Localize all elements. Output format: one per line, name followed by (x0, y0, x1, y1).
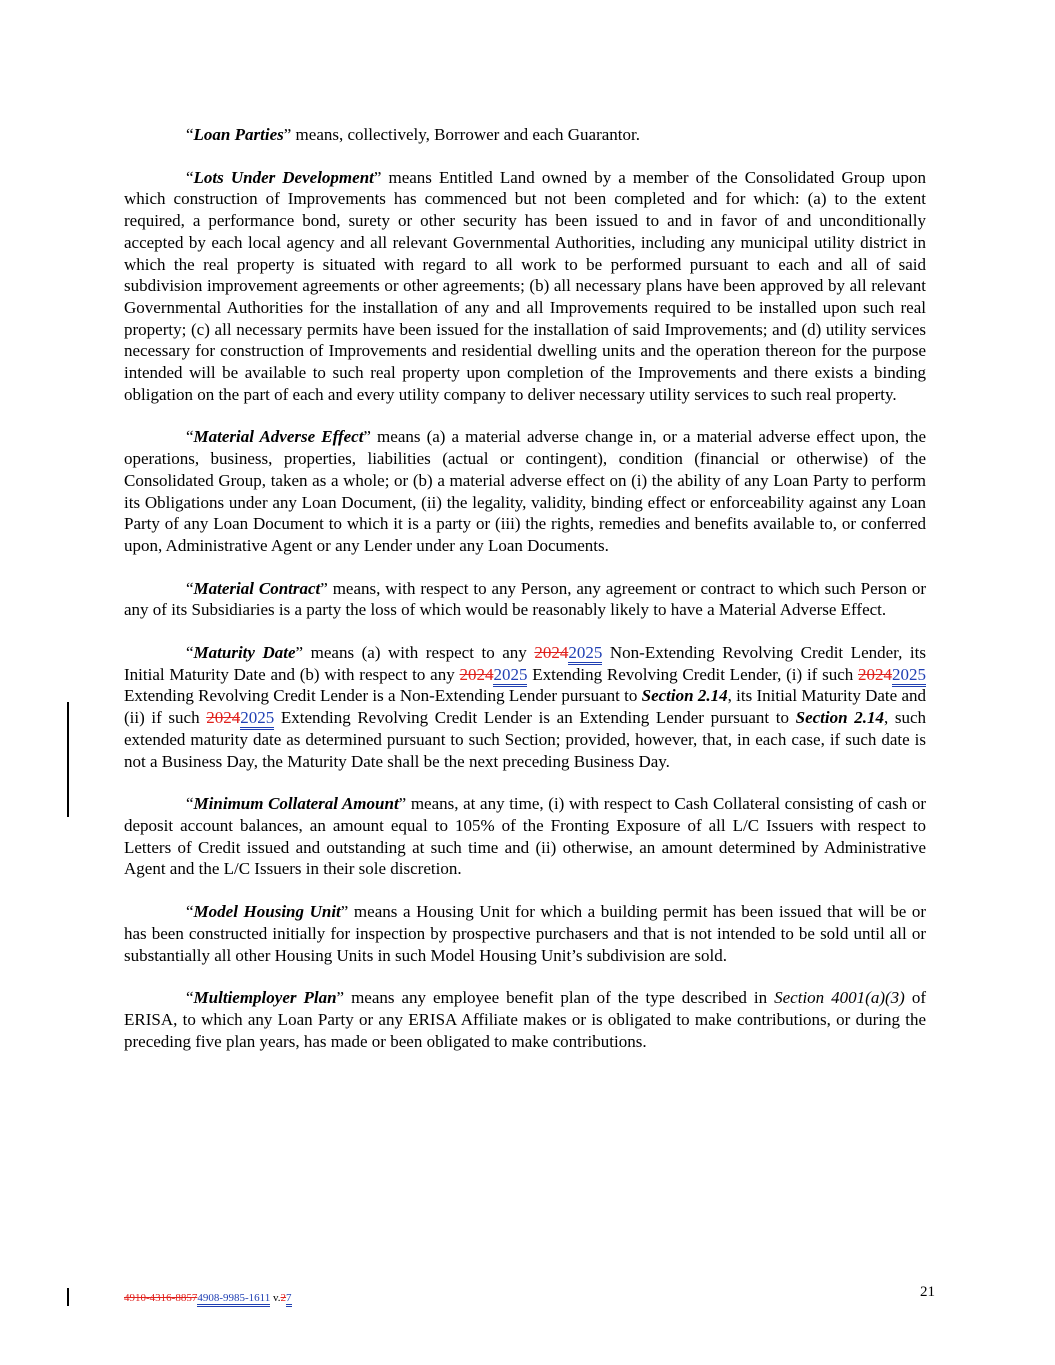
inserted-doc-id: 4908-9985-1611 (197, 1292, 270, 1307)
defined-term: Lots Under Development (193, 167, 374, 187)
deleted-year: 2024 (534, 643, 569, 663)
inserted-version: 7 (286, 1292, 292, 1307)
version-prefix: v. (270, 1292, 281, 1304)
definition-minimum-collateral-amount: “Minimum Collateral Amount” means, at any time, (i) with respect to Cash Collateral consisting of cash or deposit account balances, an amount equal to 105% of the Fronting Exposure of all L/C Issuers with respect to Letters of Credit issued and outstanding at such time and (ii) otherwise, an amount determined by Administrative Agent and the L/C Issuers in their sole discretion. (124, 794, 927, 879)
inserted-year: 2025 (568, 643, 602, 665)
defined-term: Multiemployer Plan (193, 988, 337, 1008)
section-reference: Section 2.14 (641, 686, 728, 706)
definition-loan-parties: “Loan Parties” means, collectively, Borrower and each Guarantor. (186, 125, 640, 144)
definition-lots-under-development: “Lots Under Development” means Entitled Land owned by a member of the Consolidated Group upon which construction of Improvements has commenced but not been completed and for which: (a) to the extent required, a performance bond, surety or other security has been issued to and in favor of and unconditionally accepted by each local agency and all relevant Governmental Authorities, including any municipal utility district in which the real property is situated with regard to all work to be performed pursuant to each and all of said subdivision improvement agreements or other agreements; (b) all necessary plans have been approved by all relevant Governmental Authorities for the installation of any and all Improvements required to be installed upon such real property; (c) all necessary permits have been issued for the installation of said Improvements; and (d) utility services necessary for construction of Improvements and residential dwelling units and the operation thereon for the purpose intended will be available to such real property upon completion of the Improvements and there exists a binding obligation on the part of each and every utility company to deliver necessary utility services to such real property. (124, 167, 926, 404)
page-number: 21 (920, 1284, 935, 1300)
defined-term: Loan Parties (193, 125, 284, 144)
document-id (124, 1292, 292, 1304)
definition-material-contract: “Material Contract” means, with respect to any Person, any agreement or contract to which such Person or any of its Subsidiaries is a party the loss of which would be reasonably likely to have a Material Adverse Effect. (124, 578, 926, 620)
defined-term: Material Adverse Effect (193, 427, 364, 447)
definition-text: Extending Revolving Credit Lender, (i) if such (527, 664, 858, 684)
deleted-year: 2024 (858, 664, 892, 684)
definition-text: ” means Entitled Land owned by a member of the Consolidated Group upon which construction of Improvements has commenced but not been completed and for which: (a) to the extent required, a performance bond, surety or other security has been issued to and in favor of and unconditionally accepted by each local agency and all relevant Governmental Authorities, including any municipal utility district in which the real property is situated with regard to all work to be performed pursuant to each and all of said subdivision improvement agreements or other agreements; (b) all necessary plans have been approved by all relevant Governmental Authorities for the installation of any and all Improvements required to be installed upon such real property; (c) all necessary permits have been issued for the installation of said Improvements; and (d) utility services necessary for construction of Improvements and residential dwelling units and the operation thereon for the purpose intended will be available to such real property upon completion of the Improvements and there exists a binding obligation on the part of each and every utility company to deliver necessary utility services to such real property. (124, 167, 926, 404)
inserted-year: 2025 (240, 708, 274, 730)
defined-term: Material Contract (193, 578, 321, 598)
inserted-year: 2025 (892, 665, 926, 687)
definition-text: , its Initial Maturity Date and (ii) if such (124, 686, 926, 728)
definition-text: Non-Extending Revolving Credit Lender, its Initial Maturity Date and (b) with respect to any (124, 643, 926, 684)
defined-term: Model Housing Unit (193, 902, 341, 922)
definition-text: ” means a Housing Unit for which a building permit has been issued that will be or has been constructed initially for inspection by prospective purchasers and that is not intended to be sold until all or substantially all other Housing Units in such Model Housing Unit’s subdivision are sold. (124, 902, 926, 965)
document-body (124, 124, 926, 1073)
section-reference: Section 4001(a)(3) (774, 988, 905, 1008)
definition-text: Extending Revolving Credit Lender is a Non-Extending Lender pursuant to (124, 686, 642, 706)
definition-text: ” means any employee benefit plan of the type described in (336, 988, 775, 1008)
defined-term: Minimum Collateral Amount (193, 794, 399, 814)
definition-text: , such extended maturity date as determined pursuant to such Section; provided, however, that, in each case, if such date is not a Business Day, the Maturity Date shall be the next preceding Business Day. (124, 708, 926, 771)
change-bar (67, 1288, 69, 1306)
definition-material-adverse-effect: “Material Adverse Effect” means (a) a material adverse change in, or a material adverse effect upon, the operations, business, properties, liabilities (actual or contingent), condition (financial or otherwise) of the Consolidated Group, taken as a whole; or (b) a material adverse effect on (i) the ability of any Loan Party to perform its Obligations under any Loan Document, (ii) the legality, validity, binding effect or enforceability against any Loan Party of any Loan Document to which it is a party or (iii) the rights, remedies and benefits available to, or conferred upon, Administrative Agent or any Lender under any Loan Documents. (124, 427, 926, 555)
section-reference: Section 2.14 (795, 708, 884, 728)
deleted-year: 2024 (206, 708, 241, 728)
definition-multiemployer-plan: “Multiemployer Plan” means any employee benefit plan of the type described in Section 4001(a)(3) of ERISA, to which any Loan Party or any ERISA Affiliate makes or is obligated to make contributions, or during the preceding five plan years, has made or been obligated to make contributions. (124, 988, 926, 1051)
inserted-year: 2025 (493, 665, 527, 687)
definition-text: ” means (a) with respect to any (295, 643, 535, 663)
definition-text: ” means, at any time, (i) with respect to Cash Collateral consisting of cash or deposit account balances, an amount equal to 105% of the Fronting Exposure of all L/C Issuers with respect to Letters of Credit issued and outstanding at such time and (ii) otherwise, an amount determined by Administrative Agent and the L/C Issuers in their sole discretion. (124, 794, 927, 879)
definition-text: ” means (a) a material adverse change in, or a material adverse effect upon, the operations, business, properties, liabilities (actual or contingent), condition (financial or otherwise) of the Consolidated Group, taken as a whole; or (b) a material adverse effect on (i) the ability of any Loan Party to perform its Obligations under any Loan Document, (ii) the legality, validity, binding effect or enforceability against any Loan Party of any Loan Document to which it is a party or (iii) the rights, remedies and benefits available to, or conferred upon, Administrative Agent or any Lender under any Loan Documents. (124, 427, 926, 555)
definition-text: of ERISA, to which any Loan Party or any ERISA Affiliate makes or is obligated to make contributions, or during the preceding five plan years, has made or been obligated to make contributions. (124, 988, 926, 1051)
definition-maturity-date: “Maturity Date” means (a) with respect to any 20242025 Non-Extending Revolving Credit Lender, its Initial Maturity Date and (b) with respect to any 20242025 Extending Revolving Credit Lender, (i) if such 20242025 Extending Revolving Credit Lender is a Non-Extending Lender pursuant to Section 2.14, its Initial Maturity Date and (ii) if such 20242025 Extending Revolving Credit Lender is an Extending Lender pursuant to Section 2.14, such extended maturity date as determined pursuant to such Section; provided, however, that, in each case, if such date is not a Business Day, the Maturity Date shall be the next preceding Business Day. (124, 643, 926, 771)
definition-model-housing-unit: “Model Housing Unit” means a Housing Unit for which a building permit has been issued that will be or has been constructed initially for inspection by prospective purchasers and that is not intended to be sold until all or substantially all other Housing Units in such Model Housing Unit’s subdivision are sold. (124, 902, 926, 965)
deleted-year: 2024 (459, 664, 494, 684)
definition-text: ” means, with respect to any Person, any agreement or contract to which such Person or any of its Subsidiaries is a party the loss of which would be reasonably likely to have a Material Adverse Effect. (124, 578, 926, 620)
defined-term: Maturity Date (193, 643, 296, 663)
definition-text: Extending Revolving Credit Lender is an Extending Lender pursuant to (274, 708, 796, 728)
definition-text: ” means, collectively, Borrower and each Guarantor. (283, 125, 640, 144)
deleted-doc-id: 4910-4316-8857 (124, 1292, 198, 1304)
change-bar (67, 702, 69, 817)
deleted-version: 2 (280, 1292, 287, 1304)
